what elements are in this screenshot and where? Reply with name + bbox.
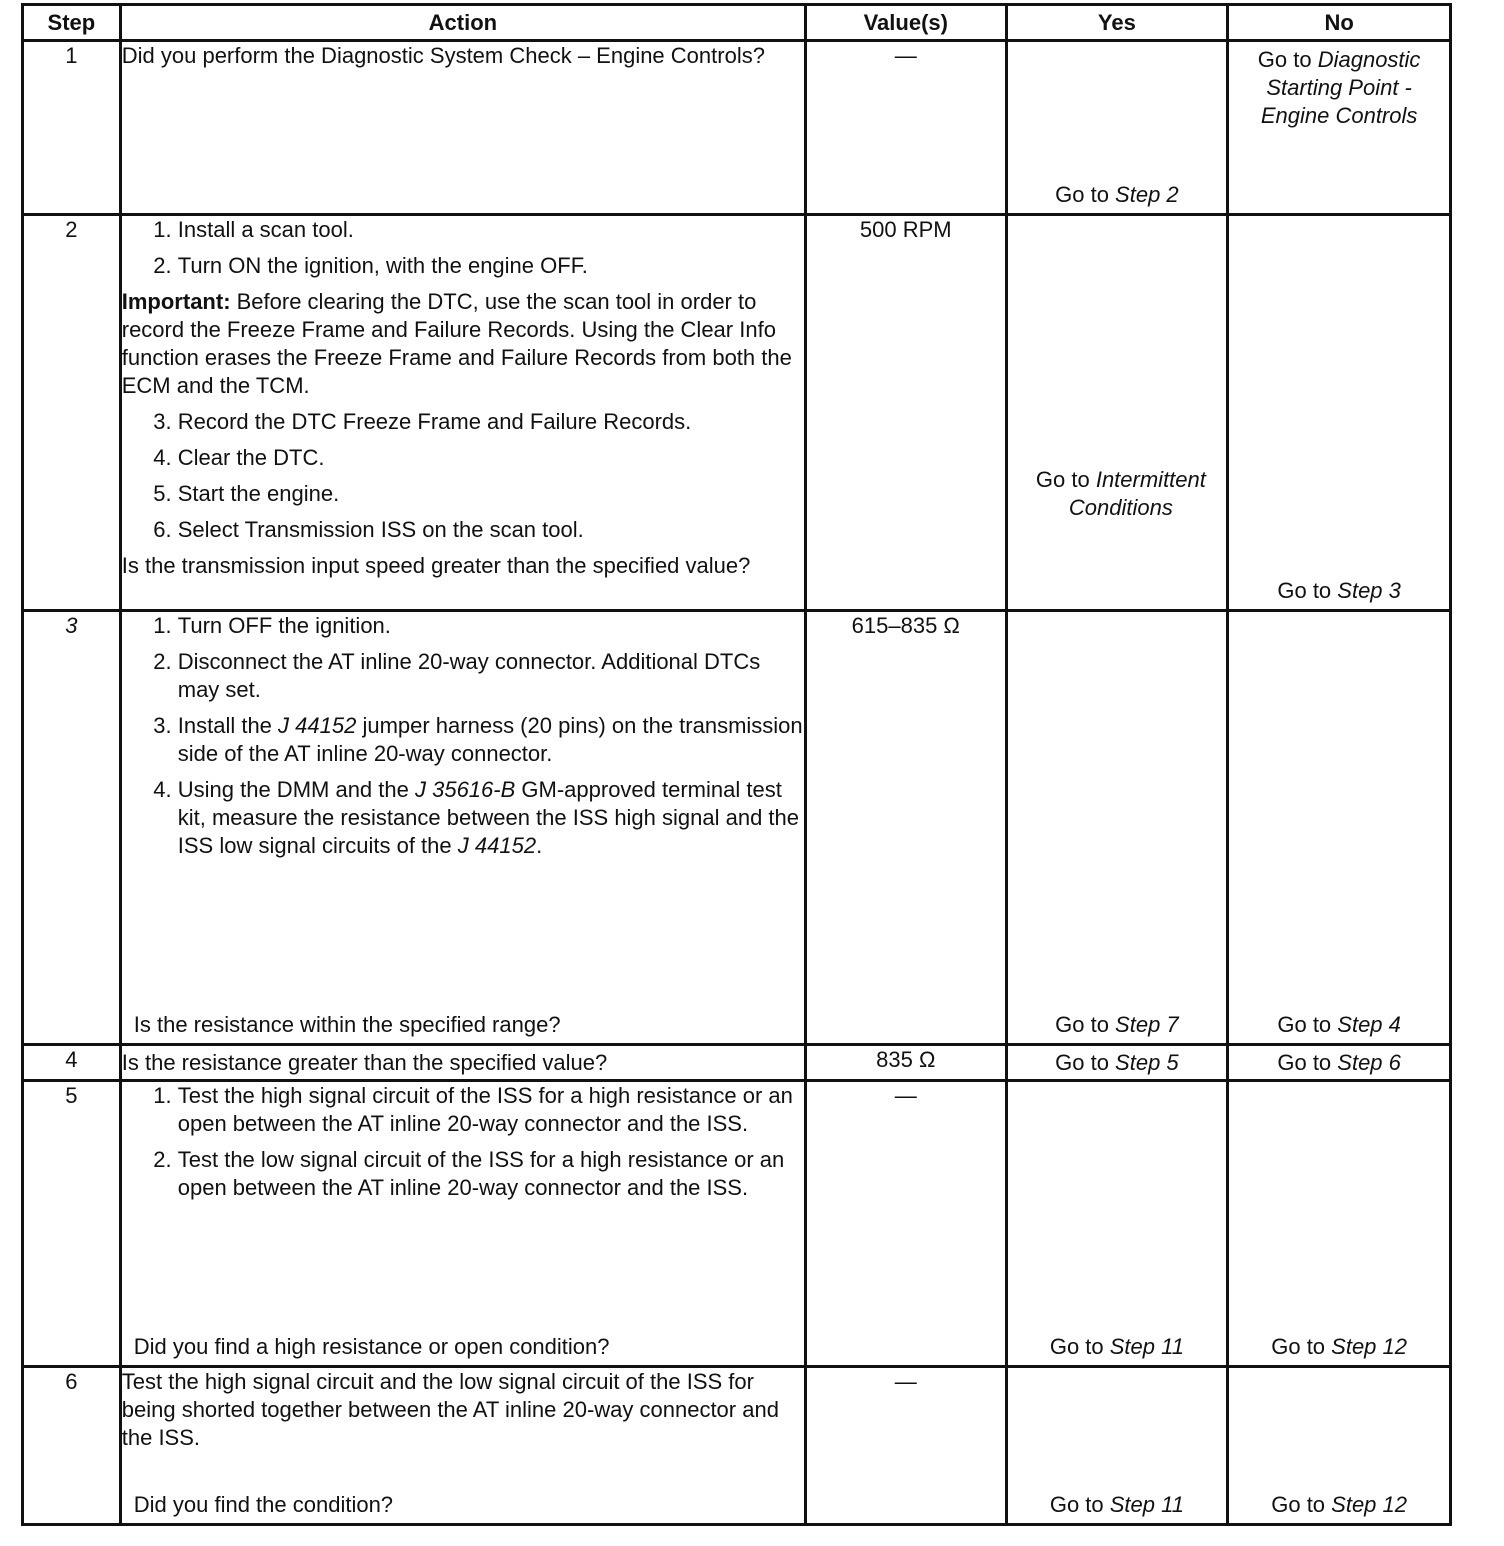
yes-answer[interactable] — [1008, 1333, 1227, 1361]
value-cell: 500 RPM — [806, 215, 1007, 611]
table-row-step-2 — [23, 215, 1451, 611]
list-item: 2. Test the low signal circuit of the ISS for a high resistance or an open between the AT inline 20-way connector and the ISS. — [178, 1146, 804, 1202]
action-list — [122, 612, 804, 860]
header-values: Value(s) — [806, 5, 1007, 41]
table-row-step-3 — [23, 611, 1451, 1045]
no-cell — [1228, 215, 1451, 611]
action-cell — [120, 215, 805, 611]
yes-link[interactable]: Step 7 — [1115, 1012, 1179, 1037]
list-item: 1. Test the high signal circuit of the ISS for a high resistance or an open between the AT inline 20-way connector and the ISS. — [178, 1082, 804, 1138]
yes-answer[interactable] — [1016, 466, 1227, 522]
action-cell — [120, 611, 805, 1045]
step-number: 4 — [23, 1045, 121, 1081]
list-item: 6. Select Transmission ISS on the scan tool. — [178, 516, 804, 544]
no-prefix: Go to — [1277, 1012, 1338, 1037]
action-list — [122, 408, 804, 544]
yes-cell — [1006, 1081, 1228, 1367]
no-cell — [1228, 41, 1451, 215]
value-cell: — — [806, 1081, 1007, 1367]
no-answer[interactable] — [1229, 577, 1449, 605]
action-question: Is the transmission input speed greater than the specified value? — [121, 553, 751, 578]
header-action: Action — [120, 5, 805, 41]
list-item: 2. Turn ON the ignition, with the engine OFF. — [178, 252, 804, 280]
yes-link[interactable]: Step 11 — [1109, 1492, 1184, 1517]
header-row — [23, 5, 1451, 41]
text-part: Install the — [177, 713, 279, 738]
step-number: 3 — [23, 611, 121, 1045]
text-part: Using the DMM and the — [177, 777, 415, 802]
yes-link[interactable]: Step 2 — [1115, 182, 1179, 207]
header-yes: Yes — [1006, 5, 1228, 41]
text-part: GM-approved terminal test kit, measure the resistance between the ISS high signal and the ISS low signal circuits of the — [177, 777, 800, 858]
no-prefix: Go to — [1277, 1049, 1338, 1075]
yes-cell — [1006, 1367, 1228, 1525]
tool-ref: J 35616-B — [414, 777, 516, 802]
no-answer[interactable] — [1229, 1491, 1449, 1519]
action-cell — [120, 1081, 805, 1367]
table-row-step-6 — [23, 1367, 1451, 1525]
no-link[interactable]: Step 4 — [1337, 1012, 1401, 1037]
value-cell: — — [806, 41, 1007, 215]
list-item: 3. Record the DTC Freeze Frame and Failure Records. — [178, 408, 804, 436]
yes-prefix: Go to — [1049, 1492, 1110, 1517]
action-question: Is the resistance greater than the specified value? — [120, 1045, 805, 1081]
no-cell — [1228, 1081, 1451, 1367]
action-question: Did you find the condition? — [133, 1492, 394, 1517]
no-link[interactable]: Step 6 — [1337, 1049, 1401, 1075]
tool-ref: J 44152 — [457, 833, 537, 858]
no-prefix: Go to — [1271, 1334, 1332, 1359]
list-item: 1. Turn OFF the ignition. — [178, 612, 804, 640]
list-item — [178, 712, 804, 768]
step-number: 2 — [23, 215, 121, 611]
no-answer[interactable] — [1229, 1011, 1449, 1039]
no-answer[interactable] — [1228, 1045, 1451, 1081]
action-list — [122, 1082, 804, 1202]
list-item: 2. Disconnect the AT inline 20-way connector. Additional DTCs may set. — [178, 648, 804, 704]
value-cell: 835 Ω — [806, 1045, 1007, 1081]
no-cell — [1228, 1367, 1451, 1525]
action-question: Did you find a high resistance or open condition? — [133, 1334, 610, 1359]
step-number: 1 — [23, 41, 121, 215]
no-answer[interactable] — [1229, 1333, 1449, 1361]
yes-cell — [1006, 215, 1228, 611]
no-link[interactable]: Step 3 — [1337, 578, 1401, 603]
no-link[interactable]: Step 12 — [1331, 1492, 1407, 1517]
yes-cell — [1006, 611, 1228, 1045]
diagnostic-table — [21, 3, 1452, 1526]
yes-link[interactable]: Step 5 — [1115, 1049, 1179, 1075]
table-row-step-4 — [23, 1045, 1451, 1081]
yes-prefix: Go to — [1049, 1334, 1110, 1359]
value-cell: — — [806, 1367, 1007, 1525]
yes-answer[interactable] — [1008, 1491, 1227, 1519]
table-row-step-1 — [23, 41, 1451, 215]
header-no: No — [1228, 5, 1451, 41]
value-cell: 615–835 Ω — [806, 611, 1007, 1045]
no-link[interactable]: Diagnostic Starting Point - Engine Controls — [1260, 47, 1421, 128]
important-note — [122, 288, 804, 400]
list-item — [178, 776, 804, 860]
step-number: 6 — [23, 1367, 121, 1525]
step-number: 5 — [23, 1081, 121, 1367]
text-part: . — [536, 833, 543, 858]
text-part: jumper harness (20 pins) on the transmission side of the AT inline 20-way connector. — [177, 713, 803, 766]
no-prefix: Go to — [1271, 1492, 1332, 1517]
action-text: Did you perform the Diagnostic System Check – Engine Controls? — [121, 43, 765, 68]
important-label: Important: — [121, 289, 231, 314]
yes-answer[interactable] — [1008, 181, 1227, 209]
important-text: Before clearing the DTC, use the scan tool in order to record the Freeze Frame and Failure Records. Using the Clear Info function erases the Freeze Frame and Failure Records from both the ECM and the TCM. — [121, 289, 792, 398]
action-list — [122, 216, 804, 280]
yes-cell — [1006, 41, 1228, 215]
no-cell — [1228, 611, 1451, 1045]
yes-prefix: Go to — [1055, 1049, 1116, 1075]
no-answer[interactable] — [1229, 42, 1449, 130]
yes-link[interactable]: Intermittent Conditions — [1068, 467, 1206, 520]
action-question: Is the resistance within the specified range? — [133, 1012, 561, 1037]
yes-answer[interactable] — [1008, 1011, 1227, 1039]
action-cell — [120, 41, 805, 215]
no-prefix: Go to — [1257, 47, 1318, 72]
no-link[interactable]: Step 12 — [1331, 1334, 1407, 1359]
yes-prefix: Go to — [1055, 182, 1116, 207]
list-item: 5. Start the engine. — [178, 480, 804, 508]
yes-prefix: Go to — [1035, 467, 1096, 492]
tool-ref: J 44152 — [278, 713, 357, 738]
header-step: Step — [23, 5, 121, 41]
table-row-step-5 — [23, 1081, 1451, 1367]
no-prefix: Go to — [1277, 578, 1338, 603]
yes-link[interactable]: Step 11 — [1109, 1334, 1184, 1359]
yes-answer[interactable] — [1006, 1045, 1228, 1081]
action-text: Test the high signal circuit and the low signal circuit of the ISS for being shorted together between the AT inline 20-way connector and the ISS. — [121, 1369, 779, 1450]
list-item: 4. Clear the DTC. — [178, 444, 804, 472]
yes-prefix: Go to — [1055, 1012, 1116, 1037]
action-cell — [120, 1367, 805, 1525]
list-item: 1. Install a scan tool. — [178, 216, 804, 244]
